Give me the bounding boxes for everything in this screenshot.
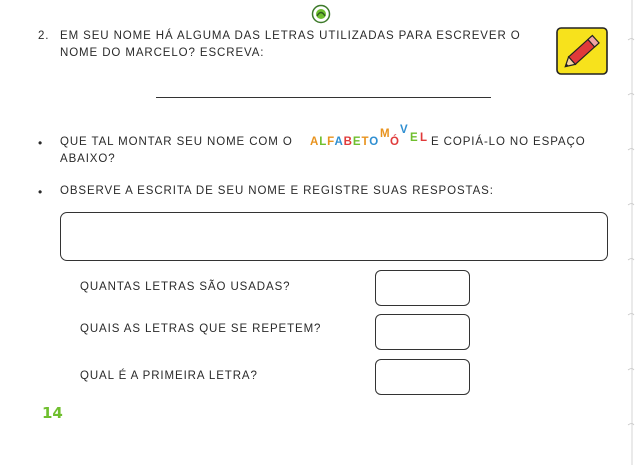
item-2-text: OBSERVE A ESCRITA DE SEU NOME E REGISTRE SUAS RESPOSTAS: xyxy=(60,185,494,197)
alfabeto-letter: O xyxy=(369,136,380,148)
repeated-letters-answer-box[interactable] xyxy=(375,314,470,350)
alfabeto-letter: B xyxy=(343,136,353,148)
item-1-text-line-2: ABAIXO? xyxy=(60,153,116,165)
name-answer-box[interactable] xyxy=(60,212,608,261)
pencil-icon xyxy=(555,24,611,78)
question-letter-count: QUANTAS LETRAS SÃO USADAS? xyxy=(80,281,291,293)
movel-letter: V xyxy=(400,124,409,136)
alfabeto-word xyxy=(310,135,379,149)
emblem-icon xyxy=(311,4,331,24)
movel-letter: L xyxy=(420,132,429,144)
alfabeto-letter: A xyxy=(310,136,320,148)
movel-letter: Ó xyxy=(390,136,400,148)
question-2-line-1: EM SEU NOME HÁ ALGUMA DAS LETRAS UTILIZADAS PARA ESCREVER O xyxy=(60,30,521,42)
alfabeto-letter: T xyxy=(361,136,370,148)
bullet: • xyxy=(38,136,43,150)
question-number: 2. xyxy=(38,30,50,42)
alfabeto-letter: E xyxy=(352,136,362,148)
page-number: 14 xyxy=(42,404,63,422)
answer-line[interactable] xyxy=(156,97,491,98)
alfabeto-letter: A xyxy=(334,136,344,148)
bullet: • xyxy=(38,185,43,199)
alfabeto-letter: F xyxy=(327,136,335,148)
item-1-text-start: QUE TAL MONTAR SEU NOME COM O xyxy=(60,136,293,148)
question-2-line-2: NOME DO MARCELO? ESCREVA: xyxy=(60,47,265,59)
alfabeto-letter: L xyxy=(319,136,328,148)
binding-edge xyxy=(618,0,640,465)
question-repeated-letters: QUAIS AS LETRAS QUE SE REPETEM? xyxy=(80,323,322,335)
letter-count-answer-box[interactable] xyxy=(375,270,470,306)
item-1-text-end: E COPIÁ-LO NO ESPAÇO xyxy=(431,136,586,148)
first-letter-answer-box[interactable] xyxy=(375,359,470,395)
movel-letter: M xyxy=(380,128,391,140)
movel-letter: E xyxy=(410,132,419,144)
question-first-letter: QUAL É A PRIMEIRA LETRA? xyxy=(80,370,258,382)
